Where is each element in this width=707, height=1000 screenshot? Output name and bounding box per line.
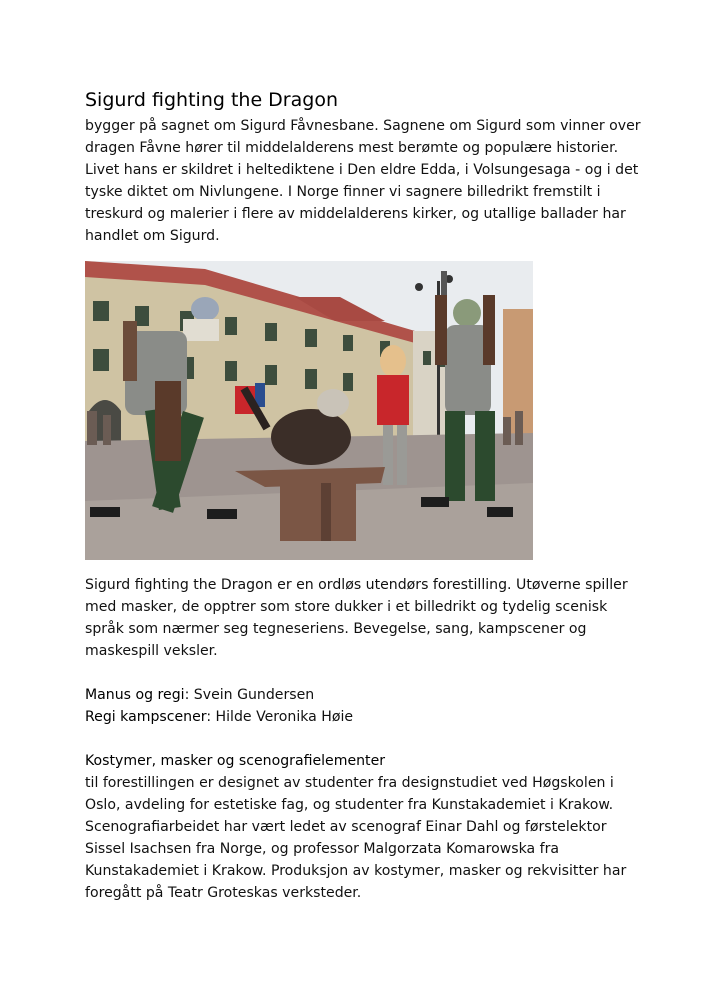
- spacer: [85, 728, 645, 750]
- description-paragraph: Sigurd fighting the Dragon er en ordløs utendørs forestilling. Utøverne spiller med masker, de opptrer som store dukker i et billedrikt og tydelig scenisk språk som nærmer seg tegneseriens. Bevegelse, sang, kampscener og maskespill veksler.: [85, 577, 628, 659]
- credit-script-value: : Svein Gundersen: [184, 687, 315, 703]
- costumes-heading: Kostymer, masker og scenografielementer: [85, 753, 386, 769]
- costumes-paragraph: til forestillingen er designet av studenter fra designstudiet ved Høgskolen i Oslo, avdeling for estetiske fag, og studenter fra Kunstakademiet i Krakow. Scenografiarbeidet har vært ledet av scenograf Einar Dahl og førstelektor Sissel Isachsen fra Norge, og professor Malgorzata Komarowska fra Kunstakademiet i Krakow. Produksjon av kostymer, masker og rekvisitter har foregått på Teatr Groteskas verksteder.: [85, 775, 627, 901]
- performance-photo: [85, 261, 533, 560]
- credit-fight-value: : Hilde Veronika Høie: [206, 709, 354, 725]
- page-title: Sigurd fighting the Dragon: [85, 89, 338, 111]
- credit-fight-label: Regi kampscener: [85, 709, 207, 725]
- credit-script: [85, 684, 645, 706]
- credit-script-label: Manus og regi: [85, 687, 185, 703]
- intro-paragraph: bygger på sagnet om Sigurd Fåvnesbane. Sagnene om Sigurd som vinner over dragen Fåvne hører til middelalderens mest berømte og populære historier. Livet hans er skildret i heltediktene i Den eldre Edda, i Volsungesaga - og i det tyske diktet om Nivlungene. I Norge finner vi sagnere billedrikt fremstilt i treskurd og malerier i flere av middelalderens kirker, og utallige ballader har handlet om Sigurd.: [85, 118, 641, 244]
- document-page: [85, 88, 645, 904]
- credit-fight: [85, 706, 645, 728]
- spacer: [85, 662, 645, 684]
